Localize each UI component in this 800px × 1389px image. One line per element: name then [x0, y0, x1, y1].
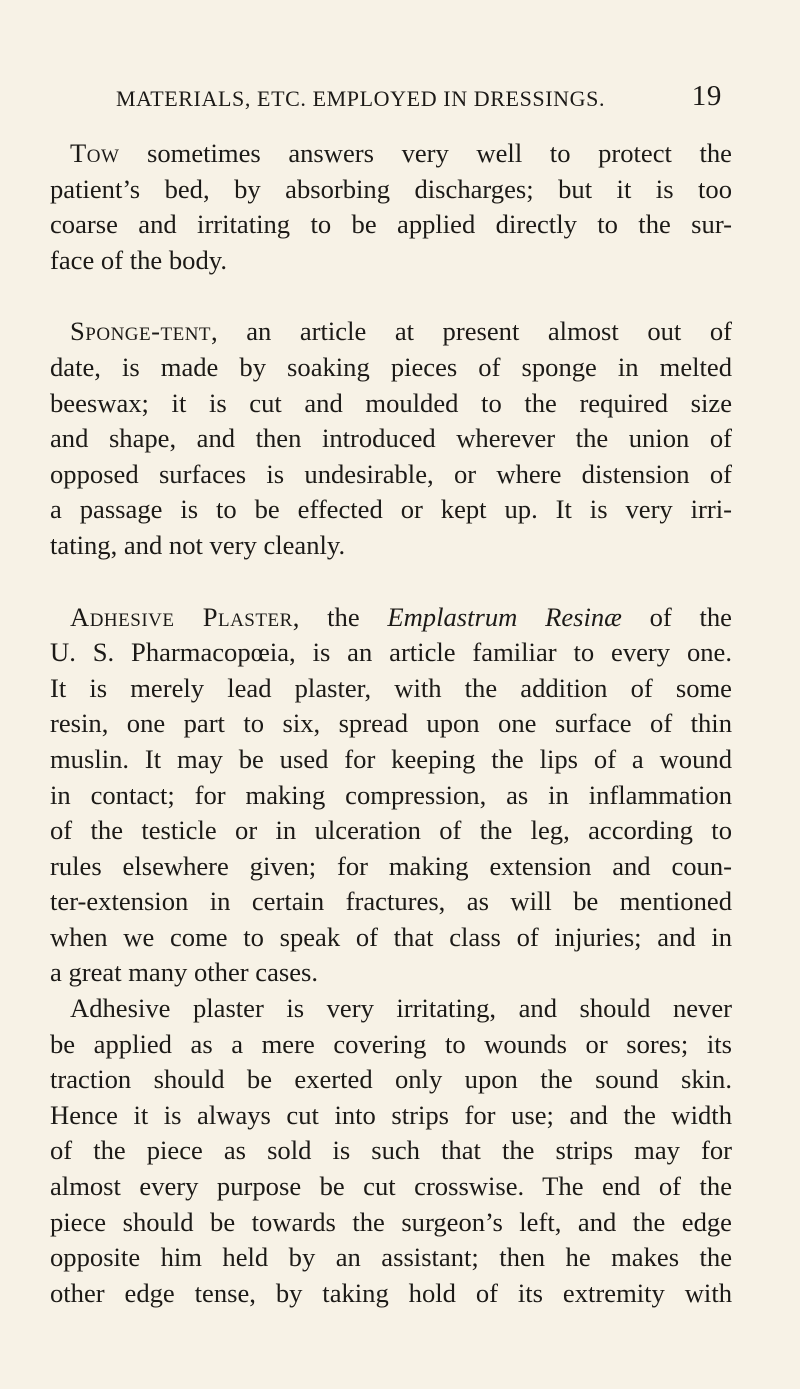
- text-line: tating, and not very cleanly.: [50, 529, 346, 560]
- paragraph-adhesive-continued: [50, 991, 732, 1311]
- text-line: rules elsewhere given; for making extension and coun-: [50, 850, 732, 881]
- page-number: 19: [691, 80, 722, 112]
- text-line: Hence it is always cut into strips for use; and the width: [50, 1099, 732, 1130]
- paragraph-sponge-tent: [50, 314, 732, 563]
- text-line: muslin. It may be used for keeping the lips of a wound: [50, 743, 732, 774]
- paragraph-gap: [50, 278, 732, 314]
- text-line: beeswax; it is cut and moulded to the required size: [50, 387, 732, 418]
- body-text: [50, 136, 732, 1311]
- text-line: a great many other cases.: [50, 957, 319, 988]
- term-heading: Tow: [70, 138, 120, 168]
- text-line: almost every purpose be cut crosswise. The end of the: [50, 1171, 732, 1202]
- text-line: of the piece as sold is such that the strips may for: [50, 1135, 732, 1166]
- text-line: opposed surfaces is undesirable, or where distension of: [50, 458, 732, 489]
- text-line: ter-extension in certain fractures, as will be mentioned: [50, 886, 732, 917]
- paragraph-tow: [50, 136, 732, 278]
- text-line: other edge tense, by taking hold of its extremity with: [50, 1277, 732, 1308]
- latin-term: Emplastrum Resinæ: [387, 601, 622, 632]
- text-line: Adhesive Plaster, the Emplastrum Resinæ of the: [70, 601, 732, 632]
- text-line: It is merely lead plaster, with the addition of some: [50, 672, 732, 703]
- text-line: Sponge-tent, an article at present almost out of: [70, 316, 732, 347]
- paragraph-gap: [50, 564, 732, 600]
- text-line: date, is made by soaking pieces of sponge in melted: [50, 351, 732, 382]
- text-line: U. S. Pharmacopœia, is an article familiar to every one.: [50, 637, 732, 668]
- text-line: in contact; for making compression, as in inflammation: [50, 779, 732, 810]
- text-line: piece should be towards the surgeon’s left, and the edge: [50, 1206, 732, 1237]
- term-heading: Sponge-tent: [70, 316, 212, 347]
- text-line: patient’s bed, by absorbing discharges; but it is too: [50, 173, 732, 204]
- text-line: coarse and irritating to be applied directly to the sur-: [50, 209, 732, 240]
- paragraph-adhesive-plaster: [50, 600, 732, 992]
- running-head-title: MATERIALS, ETC. EMPLOYED IN DRESSINGS.: [116, 86, 606, 111]
- text-line: traction should be exerted only upon the sound skin.: [50, 1064, 732, 1095]
- text-line: face of the body.: [50, 244, 227, 275]
- running-head: [116, 80, 722, 120]
- text-line: resin, one part to six, spread upon one surface of thin: [50, 708, 732, 739]
- text-line: Adhesive plaster is very irritating, and should never: [70, 993, 732, 1024]
- text-line: Tow sometimes answers very well to protect the: [70, 138, 732, 168]
- text-line: and shape, and then introduced wherever the union of: [50, 423, 732, 454]
- text-line: a passage is to be effected or kept up. It is very irri-: [50, 494, 732, 525]
- term-heading: Adhesive Plaster: [70, 601, 293, 632]
- text-line: be applied as a mere covering to wounds or sores; its: [50, 1028, 732, 1059]
- text-line: opposite him held by an assistant; then he makes the: [50, 1242, 732, 1273]
- text-line: of the testicle or in ulceration of the leg, according to: [50, 815, 732, 846]
- text-line: when we come to speak of that class of injuries; and in: [50, 921, 732, 952]
